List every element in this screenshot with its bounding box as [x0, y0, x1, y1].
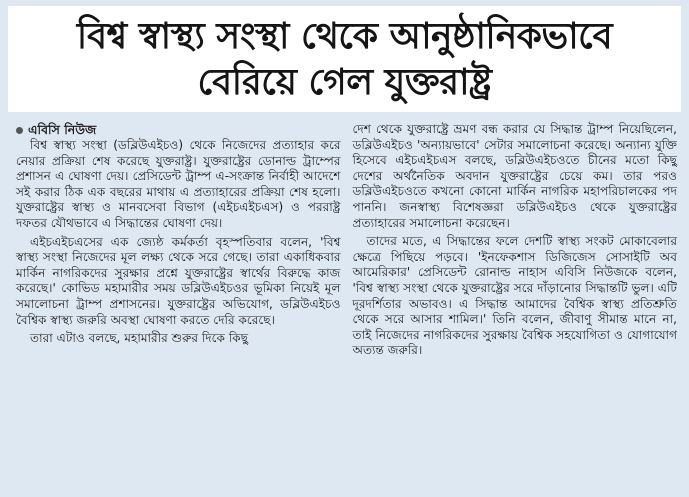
paragraph: এইচএইচএসের এক জ্যেষ্ঠ কর্মকর্তা বৃহস্পতিবার বলেন, 'বিশ্ব স্বাস্থ্য সংস্থা নিজেদের মূল লক্ষ্য থেকে সরে গেছে। তারা একাধিকবার মার্কিন নাগরিকদের সুরক্ষার প্রশ্নে যুক্তরাষ্ট্রের স্বার্থের বিরুদ্ধে কাজ করেছে।' কোভিড মহামারীর সময় ডব্লিউএইচওর ভূমিকা নিয়েই মূল সমালোচনা ট্রাম্প প্রশাসনের। যুক্তরাষ্ট্রের অভিযোগ, ডব্লিউএইচও বৈশ্বিক স্বাস্থ্য জরুরি অবস্থা ঘোষণা করতে দেরি করেছে। [16, 234, 341, 327]
byline [16, 122, 341, 138]
byline-text: এবিসি নিউজ [28, 122, 97, 137]
headline-line-2: বেরিয়ে গেল যুক্তরাষ্ট্র [197, 62, 492, 103]
paragraph: তারা এটাও বলছে, মহামারীর শুরুর দিকে কিছু [30, 331, 249, 346]
bullet-icon [16, 127, 23, 134]
column-left [16, 122, 341, 362]
paragraph: তাদের মতে, এ সিদ্ধান্তের ফলে দেশটি স্বাস্থ্য সংকট মোকাবেলার ক্ষেত্রে পিছিয়ে পড়বে। 'ইনফেকশাস ডিজিজেস সোসাইটি অব আমেরিকার' প্রেসিডেন্ট রোনাল্ড নাহাস এবিসি নিউজকে বলেন, 'বিশ্ব স্বাস্থ্য সংস্থা থেকে যুক্তরাষ্ট্রের সরে দাঁড়ানোর সিদ্ধান্তটি ভুল। এটি দূরদর্শিতার অভাবও। এ সিদ্ধান্ত আমাদের বৈশ্বিক স্বাস্থ্য প্রতিশ্রুতি থেকে সরে আসার শামিল।' তিনি বলেন, জীবাণু সীমান্ত মানে না, তাই নিজেদের নাগরিকদের সুরক্ষায় বৈশ্বিক সহযোগিতা ও যোগাযোগ অত্যন্ত জরুরি। [352, 234, 677, 358]
headline [8, 6, 681, 112]
paragraph: বিশ্ব স্বাস্থ্য সংস্থা (ডব্লিউএইচও) থেকে নিজেদের প্রত্যাহার করে নেয়ার প্রক্রিয়া শেষ করেছে যুক্তরাষ্ট্র। যুক্তরাষ্ট্রের ডোনাল্ড ট্রাম্পের প্রশাসন এ ঘোষণা দেয়। প্রেসিডেন্ট ট্রাম্প এ-সংক্রান্ত নির্বাহী আদেশে সই করার ঠিক এক বছরের মাথায় এ প্রত্যাহারের প্রক্রিয়া শেষ হলো। যুক্তরাষ্ট্রের স্বাস্থ্য ও মানবসেবা বিভাগ (এইচএইচএস) ও পররাষ্ট্র দফতর যৌথভাবে এ সিদ্ধান্তের ঘোষণা দেয়। [16, 138, 341, 230]
column-right [353, 122, 678, 362]
headline-line-1: বিশ্ব স্বাস্থ্য সংস্থা থেকে আনুষ্ঠানিকভাবে [76, 16, 613, 57]
article-body [8, 112, 681, 362]
paragraph: দেশ থেকে যুক্তরাষ্ট্রে ভ্রমণ বন্ধ করার যে সিদ্ধান্ত ট্রাম্প নিয়েছিলেন, ডব্লিউএইচও 'অন্যায়ভাবে' সেটার সমালোচনা করেছে। অন্যান্য যুক্তি হিসেবে এইচএইচএস বলছে, ডব্লিউএইচওতে চীনের মতো কিছু দেশের অর্থনৈতিক অবদান যুক্তরাষ্ট্রের চেয়ে কম। তার পরও ডব্লিউএইচওতে কখনো কোনো মার্কিন নাগরিক মহাপরিচালকের পদ পাননি। জনস্বাস্থ্য বিশেষজ্ঞরা ডব্লিউএইচও থেকে যুক্তরাষ্ট্রের প্রত্যাহারের সমালোচনা করেছেন। [352, 122, 677, 230]
